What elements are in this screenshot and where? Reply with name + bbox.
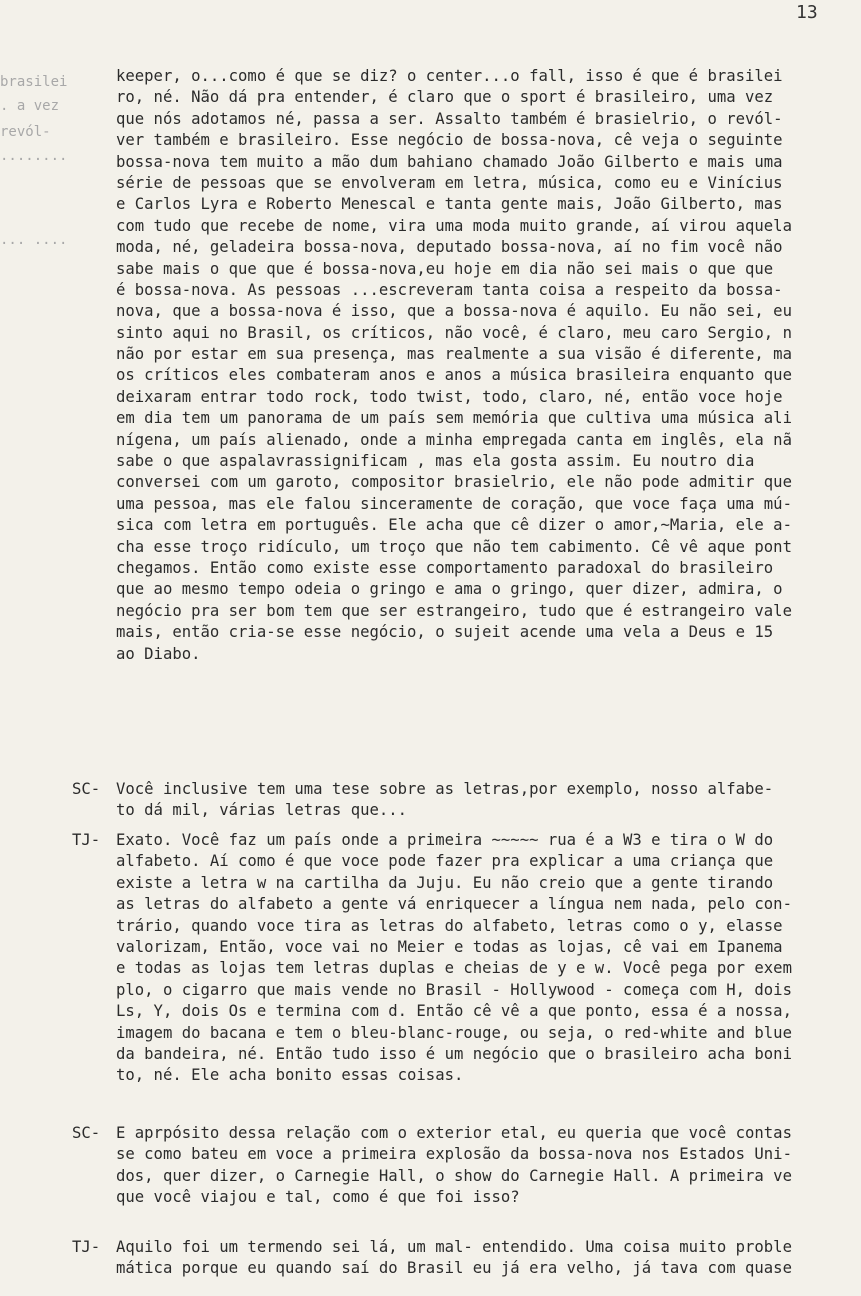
text-line: não por estar em sua presença, mas realmente a sua visão é diferente, ma xyxy=(116,345,792,364)
dialogue-turn xyxy=(72,1123,861,1209)
text-line: ao Diabo. xyxy=(116,644,201,663)
text-line: chegamos. Então como existe esse comportamento paradoxal do brasileiro xyxy=(116,558,774,577)
text-line: em dia tem um panorama de um país sem memória que cultiva uma música ali xyxy=(116,409,792,428)
text-line: os críticos eles combateram anos e anos a música brasileira enquanto que xyxy=(116,366,792,385)
text-line: trário, quando voce tira as letras do alfabeto, letras como o y, elasse xyxy=(116,916,783,935)
text-line: sica com letra em português. Ele acha que cê dizer o amor,~Maria, ele a- xyxy=(116,516,792,535)
text-line: sinto aqui no Brasil, os críticos, não você, é claro, meu caro Sergio, n xyxy=(116,323,792,342)
dialogue-turn xyxy=(72,779,861,822)
text-line: dos, quer dizer, o Carnegie Hall, o show do Carnegie Hall. A primeira ve xyxy=(116,1166,792,1185)
text-line: que nós adotamos né, passa a ser. Assalto também é brasielrio, o revól- xyxy=(116,109,783,128)
speaker-label: TJ- xyxy=(72,1238,101,1256)
text-line: existe a letra w na cartilha da Juju. Eu não creio que a gente tirando xyxy=(116,873,774,892)
margin-note: . a vez xyxy=(0,98,60,114)
speaker-label: SC- xyxy=(72,780,101,798)
text-line: alfabeto. Aí como é que voce pode fazer pra explicar a uma criança que xyxy=(116,852,774,871)
text-line: sabe o que aspalavrassignificam , mas ela gosta assim. Eu noutro dia xyxy=(116,452,755,471)
text-line: mais, então cria-se esse negócio, o sujeit acende uma vela a Deus e 15 xyxy=(116,623,774,642)
margin-note: ... .... xyxy=(0,232,68,248)
text-line: moda, né, geladeira bossa-nova, deputado bossa-nova, aí no fim você não xyxy=(116,238,783,257)
text-line: é bossa-nova. As pessoas ...escreveram tanta coisa a respeito da bossa- xyxy=(116,280,783,299)
margin-note: brasilei xyxy=(0,74,68,90)
text-line: to dá mil, várias letras que... xyxy=(116,801,408,820)
text-line: E aprpósito dessa relação com o exterior etal, eu queria que você contas xyxy=(116,1124,792,1142)
text-line: que ao mesmo tempo odeia o gringo e ama o gringo, quer dizer, admira, o xyxy=(116,580,783,599)
text-line: com tudo que recebe de nome, vira uma moda muito grande, aí virou aquela xyxy=(116,216,792,235)
text-line: Exato. Você faz um país onde a primeira ~~~~~ rua é a W3 e tira o W do xyxy=(116,831,774,849)
dialogue-turn xyxy=(72,830,861,1087)
text-line: série de pessoas que se envolveram em letra, música, como eu e Vinícius xyxy=(116,173,783,192)
text-line: deixaram entrar todo rock, todo twist, todo, claro, né, então voce hoje xyxy=(116,387,783,406)
text-line: Você inclusive tem uma tese sobre as letras,por exemplo, nosso alfabe- xyxy=(116,780,774,798)
page-number: 13 xyxy=(796,2,818,23)
text-line: to, né. Ele acha bonito essas coisas. xyxy=(116,1066,464,1085)
text-line: negócio pra ser bom tem que ser estrangeiro, tudo que é estrangeiro vale xyxy=(116,601,792,620)
text-line: keeper, o...como é que se diz? o center...o fall, isso é que é brasilei xyxy=(116,67,783,85)
margin-note: revól- xyxy=(0,124,51,140)
text-line: nova, que a bossa-nova é isso, que a bossa-nova é aquilo. Eu não sei, eu xyxy=(116,302,792,321)
text-line: nígena, um país alienado, onde a minha empregada canta em inglês, ela nã xyxy=(116,430,792,449)
text-line: da bandeira, né. Então tudo isso é um negócio que o brasileiro acha boni xyxy=(116,1044,792,1063)
text-line: ver também e brasileiro. Esse negócio de bossa-nova, cê veja o seguinte xyxy=(116,131,783,150)
speaker-label: SC- xyxy=(72,1124,101,1142)
text-line: as letras do alfabeto a gente vá enriquecer a língua nem nada, pelo con- xyxy=(116,895,792,914)
dialogue-turn xyxy=(72,1237,861,1280)
text-line: bossa-nova tem muito a mão dum bahiano chamado João Gilberto e mais uma xyxy=(116,152,783,171)
text-line: Aquilo foi um termendo sei lá, um mal- entendido. Uma coisa muito proble xyxy=(116,1238,792,1256)
text-line: que você viajou e tal, como é que foi isso? xyxy=(116,1188,520,1207)
text-line: ro, né. Não dá pra entender, é claro que o sport é brasileiro, uma vez xyxy=(116,88,774,107)
speaker-label: TJ- xyxy=(72,831,101,849)
text-line: se como bateu em voce a primeira explosão da bossa-nova nos Estados Uni- xyxy=(116,1145,792,1164)
text-line: e Carlos Lyra e Roberto Menescal e tanta gente mais, João Gilberto, mas xyxy=(116,195,783,214)
text-line: conversei com um garoto, compositor brasielrio, ele não pode admitir que xyxy=(116,473,792,492)
margin-note: ........ xyxy=(0,148,68,164)
text-line: cha esse troço ridículo, um troço que não tem cabimento. Cê vê aque pont xyxy=(116,537,792,556)
monologue-paragraph xyxy=(116,66,861,665)
text-line: uma pessoa, mas ele falou sinceramente de coração, que voce faça uma mú- xyxy=(116,494,792,513)
text-line: e todas as lojas tem letras duplas e cheias de y e w. Você pega por exem xyxy=(116,959,792,978)
text-line: Ls, Y, dois Os e termina com d. Então cê vê a que ponto, essa é a nossa, xyxy=(116,1002,792,1021)
text-line: plo, o cigarro que mais vende no Brasil - Hollywood - começa com H, dois xyxy=(116,980,792,999)
text-line: imagem do bacana e tem o bleu-blanc-rouge, ou seja, o red-white and blue xyxy=(116,1023,792,1042)
text-line: mática porque eu quando saí do Brasil eu já era velho, já tava com quase xyxy=(116,1259,792,1278)
text-line: valorizam, Então, voce vai no Meier e todas as lojas, cê vai em Ipanema xyxy=(116,937,783,956)
text-line: sabe mais o que que é bossa-nova,eu hoje em dia não sei mais o que que xyxy=(116,259,774,278)
